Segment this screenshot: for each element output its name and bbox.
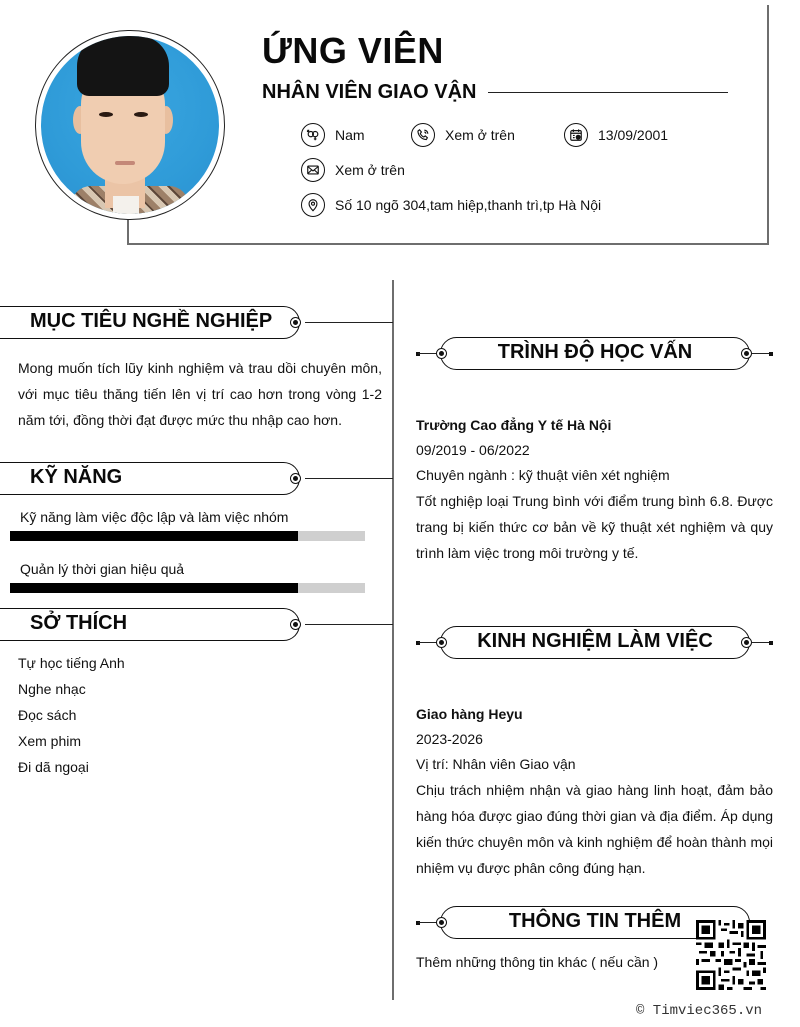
email-value: Xem ở trên	[335, 162, 405, 178]
line-end-marker	[769, 352, 773, 356]
job-title-underline	[488, 92, 728, 93]
connector-dot-icon	[741, 637, 752, 648]
candidate-name: ỨNG VIÊN	[262, 30, 444, 71]
header-frame-bottom	[127, 243, 769, 245]
education-section-title: TRÌNH ĐỘ HỌC VẤN	[440, 337, 750, 370]
mail-icon	[301, 158, 325, 182]
skill-progress-fill	[10, 531, 298, 541]
education-period: 09/2019 - 06/2022	[416, 442, 530, 458]
hobbies-section-title: SỞ THÍCH	[0, 608, 300, 641]
education-right-line	[752, 353, 770, 354]
skill-label: Quản lý thời gian hiệu quả	[20, 561, 185, 577]
objective-section-title: MỤC TIÊU NGHỀ NGHIỆP	[0, 306, 300, 339]
hobby-item: Xem phim	[18, 733, 82, 749]
experience-description: Chịu trách nhiệm nhận và giao hàng linh hoạt, đảm bảo hàng hóa được giao đúng thời gian và địa điểm. Áp dụng kiến thức chuyên môn và kinh nghiệm để hoàn thành mọi nhiệm vụ được phân công đúng hạn.	[416, 782, 773, 876]
connector-dot-icon	[436, 348, 447, 359]
contact-birthday	[564, 123, 668, 147]
objective-text: Mong muốn tích lũy kinh nghiệm và trau dồi chuyên môn, với mục tiêu thăng tiến lên vị trí cao hơn trong vòng 1-2 năm tới, đồng thời đạt được mức thu nhập cao hơn.	[18, 360, 382, 428]
experience-period: 2023-2026	[416, 731, 483, 747]
education-description: Tốt nghiệp loại Trung bình với điểm trung bình 6.8. Được trang bị kiến thức cơ bản về kỹ thuật xét nghiệm và quy trình làm việc trong môi trường y tế.	[416, 493, 773, 561]
job-title: NHÂN VIÊN GIAO VẬN	[262, 81, 477, 103]
school-name: Trường Cao đẳng Y tế Hà Nội	[416, 417, 612, 433]
additional-section-title: THÔNG TIN THÊM	[440, 906, 750, 939]
connector-dot-icon	[290, 473, 301, 484]
skills-connector-line	[305, 478, 393, 479]
objective-connector-line	[305, 322, 393, 323]
connector-dot-icon	[290, 619, 301, 630]
connector-dot-icon	[436, 917, 447, 928]
contact-address	[301, 193, 601, 217]
skill-label: Kỹ năng làm việc độc lập và làm việc nhóm	[20, 509, 289, 525]
additional-left-line	[418, 922, 438, 923]
phone-icon	[411, 123, 435, 147]
header-frame-right	[767, 5, 769, 245]
avatar	[41, 36, 219, 214]
column-divider	[392, 280, 394, 1000]
hobby-item: Nghe nhạc	[18, 681, 86, 697]
experience-section-title: KINH NGHIỆM LÀM VIỆC	[440, 626, 750, 659]
connector-dot-icon	[290, 317, 301, 328]
connector-dot-icon	[741, 348, 752, 359]
experience-left-line	[418, 642, 438, 643]
line-end-marker	[769, 641, 773, 645]
gender-value: Nam	[335, 127, 365, 143]
connector-dot-icon	[436, 637, 447, 648]
hobby-item: Đi dã ngoại	[18, 759, 89, 775]
education-left-line	[418, 353, 438, 354]
qr-code-icon	[696, 920, 766, 990]
additional-text: Thêm những thông tin khác ( nếu cần )	[416, 954, 659, 970]
copyright-text: © Timviec365.vn	[636, 1003, 763, 1019]
experience-right-line	[752, 642, 770, 643]
address-value: Số 10 ngõ 304,tam hiệp,thanh trì,tp Hà Nội	[335, 197, 602, 213]
experience-block	[416, 702, 773, 881]
company-name: Giao hàng Heyu	[416, 706, 523, 722]
hobbies-connector-line	[305, 624, 393, 625]
hobby-item: Đọc sách	[18, 707, 77, 723]
contact-email	[301, 158, 405, 182]
calendar-icon	[564, 123, 588, 147]
skill-progress-fill	[10, 583, 298, 593]
education-block	[416, 413, 773, 566]
skill-progress-bar	[10, 583, 365, 593]
contact-phone	[411, 123, 515, 147]
skill-progress-bar	[10, 531, 365, 541]
hobby-item: Tự học tiếng Anh	[18, 655, 125, 671]
phone-value: Xem ở trên	[445, 127, 515, 143]
experience-position: Vị trí: Nhân viên Giao vận	[416, 756, 576, 772]
skills-section-title: KỸ NĂNG	[0, 462, 300, 495]
education-major: Chuyên ngành : kỹ thuật viên xét nghiệm	[416, 467, 670, 483]
location-pin-icon	[301, 193, 325, 217]
contact-gender	[301, 123, 365, 147]
gender-icon	[301, 123, 325, 147]
birthday-value: 13/09/2001	[598, 127, 669, 143]
